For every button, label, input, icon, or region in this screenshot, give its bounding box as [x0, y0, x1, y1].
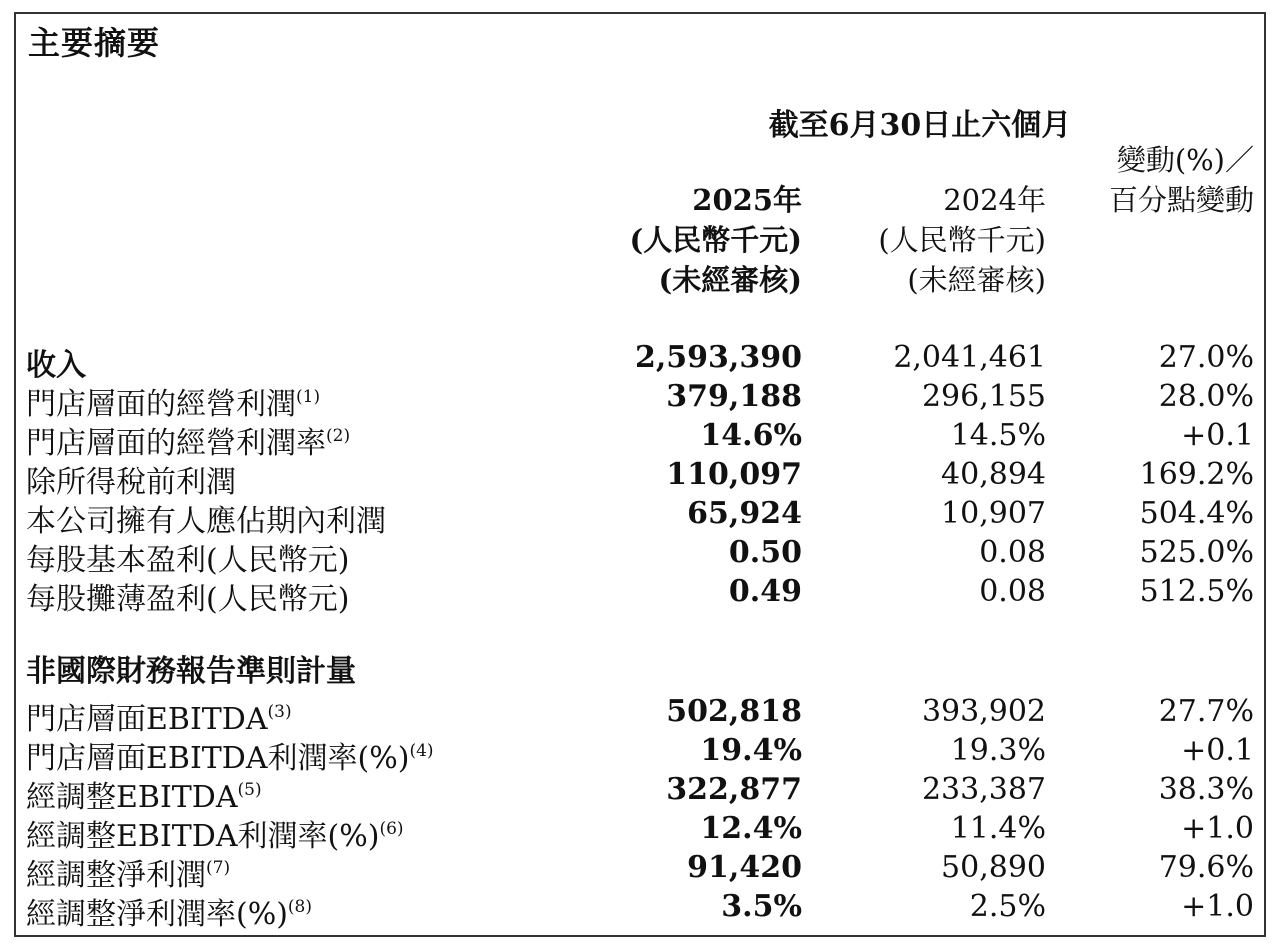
footnote-marker: (5) — [237, 780, 262, 800]
value-change: 504.4% — [1139, 496, 1254, 531]
value-2025: 2,593,390 — [634, 340, 802, 375]
column-header-2025: 2025年 (人民幣千元) (未經審核) — [629, 183, 802, 297]
non-ifrs-section-title: 非國際財務報告準則計量 — [26, 654, 356, 689]
footnote-marker: (2) — [326, 426, 351, 446]
value-2024: 233,387 — [921, 772, 1046, 807]
footnote-marker: (7) — [206, 858, 231, 878]
footnote-marker: (1) — [296, 387, 321, 407]
table-row — [0, 455, 1280, 500]
value-2024: 393,902 — [921, 694, 1046, 729]
value-change: 169.2% — [1139, 457, 1254, 492]
value-2025: 379,188 — [666, 379, 802, 414]
row-label: 門店層面EBITDA$^{(3)}$ — [26, 702, 292, 737]
value-change: +1.0 — [1181, 889, 1254, 924]
table-row — [0, 887, 1280, 932]
column-header-2024: 2024年 (人民幣千元) (未經審核) — [878, 183, 1046, 297]
value-2024: 11.4% — [950, 811, 1046, 846]
page-title: 主要摘要 — [28, 24, 161, 62]
table-row — [0, 692, 1280, 737]
footnote-marker: (6) — [379, 819, 404, 839]
value-2025: 19.4% — [700, 733, 802, 768]
value-change: 512.5% — [1139, 574, 1254, 609]
value-2025: 322,877 — [666, 772, 802, 807]
value-2025: 0.50 — [728, 535, 802, 570]
value-2024: 50,890 — [941, 850, 1046, 885]
row-label: 每股基本盈利(人民幣元) — [26, 543, 350, 578]
column-header-change: 變動(%)／ 百分點變動 — [1108, 143, 1254, 217]
table-row — [0, 533, 1280, 578]
value-change: 27.7% — [1158, 694, 1254, 729]
row-label: 門店層面的經營利潤$^{(1)}$ — [26, 387, 321, 422]
value-change: 525.0% — [1139, 535, 1254, 570]
value-2024: 10,907 — [941, 496, 1046, 531]
value-2024: 0.08 — [979, 535, 1046, 570]
value-change: 27.0% — [1158, 340, 1254, 375]
table-row — [0, 377, 1280, 422]
value-2025: 12.4% — [700, 811, 802, 846]
table-row — [0, 416, 1280, 461]
row-label: 門店層面EBITDA利潤率(%)$^{(4)}$ — [26, 741, 434, 776]
value-2024: 2,041,461 — [893, 340, 1046, 375]
value-change: 79.6% — [1158, 850, 1254, 885]
table-row — [0, 494, 1280, 539]
table-row — [0, 572, 1280, 617]
value-2024: 0.08 — [979, 574, 1046, 609]
row-label: 經調整EBITDA利潤率(%)$^{(6)}$ — [26, 819, 404, 854]
footnote-marker: (4) — [409, 741, 434, 761]
table-row — [0, 809, 1280, 854]
value-2024: 296,155 — [921, 379, 1046, 414]
row-label: 經調整淨利潤率(%)$^{(8)}$ — [26, 897, 313, 932]
value-2025: 14.6% — [700, 418, 802, 453]
row-label: 除所得稅前利潤 — [26, 465, 236, 500]
period-header: 截至6月30日止六個月 — [768, 108, 1072, 143]
value-2025: 110,097 — [666, 457, 802, 492]
table-row — [0, 338, 1280, 383]
value-2025: 3.5% — [721, 889, 802, 924]
value-2024: 19.3% — [950, 733, 1046, 768]
value-2025: 502,818 — [666, 694, 802, 729]
table-row — [0, 848, 1280, 893]
value-change: 28.0% — [1158, 379, 1254, 414]
footnote-marker: (3) — [267, 702, 292, 722]
value-change: 38.3% — [1158, 772, 1254, 807]
table-row — [0, 731, 1280, 776]
row-label: 經調整淨利潤$^{(7)}$ — [26, 858, 231, 893]
value-change: +1.0 — [1181, 811, 1254, 846]
value-2024: 14.5% — [950, 418, 1046, 453]
row-label: 門店層面的經營利潤率$^{(2)}$ — [26, 426, 351, 461]
row-label: 收入 — [26, 348, 86, 383]
row-label: 每股攤薄盈利(人民幣元) — [26, 582, 350, 617]
value-2025: 0.49 — [728, 574, 802, 609]
value-change: +0.1 — [1181, 418, 1254, 453]
value-2024: 2.5% — [969, 889, 1046, 924]
row-label: 經調整EBITDA$^{(5)}$ — [26, 780, 262, 815]
value-2024: 40,894 — [941, 457, 1046, 492]
table-row — [0, 770, 1280, 815]
row-label: 本公司擁有人應佔期內利潤 — [26, 504, 386, 539]
value-2025: 91,420 — [687, 850, 802, 885]
value-2025: 65,924 — [687, 496, 802, 531]
footnote-marker: (8) — [287, 897, 313, 917]
value-change: +0.1 — [1181, 733, 1254, 768]
